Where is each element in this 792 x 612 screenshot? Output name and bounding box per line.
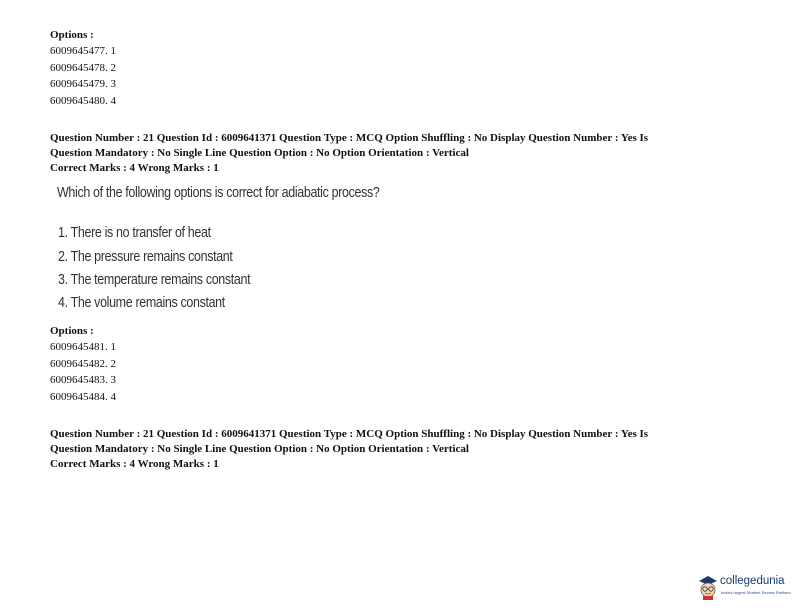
question-meta-line: Question Mandatory : No Single Line Question Option : No Option Orientation : Vertical <box>50 147 469 159</box>
mascot-icon <box>697 574 719 600</box>
question-marks: Correct Marks : 4 Wrong Marks : 1 <box>50 162 219 174</box>
options-label: Options : <box>50 29 94 41</box>
question-meta-line: Question Number : 21 Question Id : 6009641371 Question Type : MCQ Option Shuffling : No Display Question Number : Yes Is <box>50 428 649 440</box>
question-meta-line: Question Number : 21 Question Id : 6009641371 Question Type : MCQ Option Shuffling : No Display Question Number : Yes Is <box>50 132 649 144</box>
option-id-line: 6009645481. 1 <box>50 341 116 353</box>
option-id-line: 6009645484. 4 <box>50 391 116 403</box>
option-id-line: 6009645477. 1 <box>50 45 116 57</box>
option-id-line: 6009645480. 4 <box>50 95 116 107</box>
brand-name: collegedunia <box>720 575 785 587</box>
question-marks: Correct Marks : 4 Wrong Marks : 1 <box>50 458 219 470</box>
collegedunia-logo <box>697 572 789 602</box>
option-id-line: 6009645483. 3 <box>50 374 116 386</box>
option-id-line: 6009645479. 3 <box>50 78 116 90</box>
answer-choice: 2. The pressure remains constant <box>58 249 233 265</box>
brand-tagline: India's largest Student Review Platform <box>721 590 791 595</box>
option-id-line: 6009645482. 2 <box>50 358 116 370</box>
option-id-line: 6009645478. 2 <box>50 62 116 74</box>
answer-choice: 4. The volume remains constant <box>58 295 225 311</box>
question-text: Which of the following options is correct for adiabatic process? <box>57 185 380 201</box>
question-meta-line: Question Mandatory : No Single Line Question Option : No Option Orientation : Vertical <box>50 443 469 455</box>
answer-choice: 3. The temperature remains constant <box>58 272 251 288</box>
answer-choice: 1. There is no transfer of heat <box>58 225 211 241</box>
options-label: Options : <box>50 325 94 337</box>
